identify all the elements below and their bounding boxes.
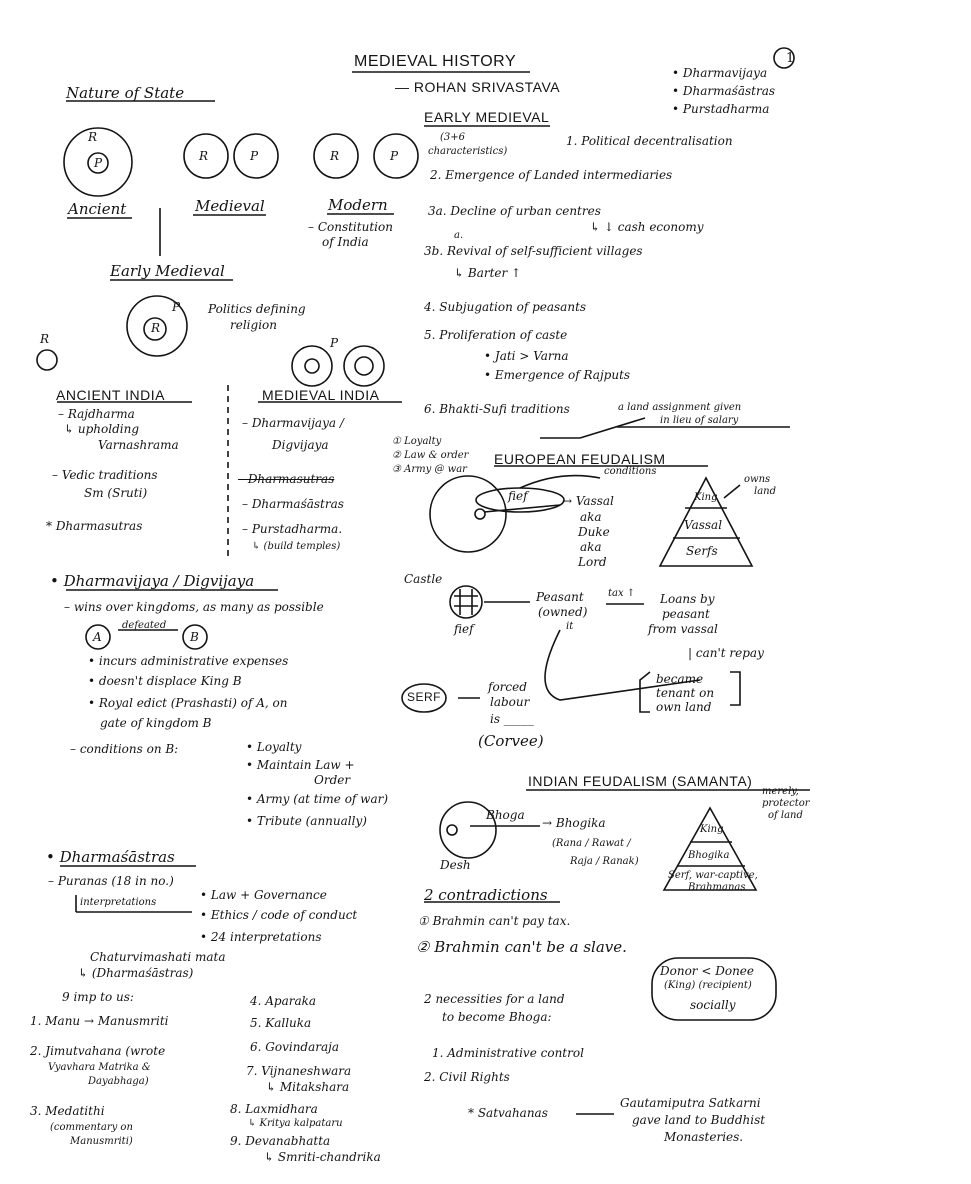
list-item-struck: – Dharmasutras [238,472,335,486]
pyramid-label: King [694,492,718,503]
list-item: Dayabhaga) [88,1076,149,1087]
list-item: 2. Emergence of Landed intermediaries [430,168,673,182]
count-label: (3+6 [440,132,466,143]
list-item: 9. Devanabhatta [230,1134,331,1148]
list-item: ↳ (Dharmaśāstras) [78,966,194,980]
list-item: 2. Civil Rights [424,1070,510,1084]
list-item: ↳ ↓ cash economy [590,220,704,234]
list-item: • Maintain Law + [246,758,355,772]
list-item: 6. Bhakti-Sufi traditions [424,402,570,416]
list-item: ③ Army @ war [392,464,467,475]
medieval-india-heading: MEDIEVAL INDIA [262,387,380,403]
list-item: Manusmriti) [70,1136,133,1147]
list-item: • Law + Governance [200,888,327,902]
early-medieval-heading: EARLY MEDIEVAL [424,109,550,125]
serf-label: SERF [407,690,442,704]
label-p: P [94,156,103,170]
list-item: 7. Vijnaneshwara [246,1064,352,1078]
list-item: * Satvahanas [468,1106,548,1120]
pyramid-label: King [700,824,724,835]
author: — ROHAN SRIVASTAVA [395,79,561,95]
list-item: • Ethics / code of conduct [200,908,358,922]
note: owns [744,474,771,485]
list-item: ↳ Smriti-chandrika [264,1150,381,1164]
list-item: ↳ upholding [64,422,139,436]
list-item: – Dharmavijaya / [242,416,344,430]
fief-label: fief [508,489,528,503]
list-item: – Purstadharma. [242,522,343,536]
label-p: P [390,149,399,163]
label-ancient: Ancient [68,200,127,218]
list-item: – Vedic traditions [52,468,158,482]
bhogika-label: → Bhogika [542,816,606,830]
ancient-india-heading: ANCIENT INDIA [56,387,165,403]
nature-heading: Nature of State [66,84,185,102]
list-item: 8. Laxmidhara [230,1102,318,1116]
label-r: R [330,149,340,163]
list-item: • Jati > Varna [484,349,569,363]
vassal-label: → Vassal [562,494,614,508]
list-item: 5. Kalluka [250,1016,312,1030]
list-item: – conditions on B: [70,742,179,756]
dharmasastras-heading: • Dharmaśāstras [46,848,175,866]
note: in lieu of salary [660,415,739,426]
label-r: R [88,130,98,144]
note: | can't repay [688,646,764,660]
list-item: 4. Subjugation of peasants [424,300,587,314]
loans-label: peasant [662,607,710,621]
donor-note: (King) (recipient) [664,980,752,991]
label-p: P [330,336,339,350]
list-item: Vyavhara Matrika & [48,1062,151,1073]
list-item: – Puranas (18 in no.) [48,874,174,888]
forced-label: is _____ [490,712,534,726]
european-heading: EUROPEAN FEUDALISM [494,451,666,467]
list-item: Sm (Sruti) [84,486,148,500]
politics-note: religion [230,318,277,332]
list-item: ↳ Mitakshara [266,1080,350,1094]
loans-label: from vassal [648,622,718,636]
bhogika-label: (Rana / Rawat / [552,838,631,849]
list-item: • Tribute (annually) [246,814,367,828]
tenant-label: became [656,672,704,686]
label-modern: Modern [328,196,388,214]
list-item: • incurs administrative expenses [88,654,289,668]
vassal-label: Lord [578,555,607,569]
label-a: A [93,630,102,644]
vassal-label: aka [580,540,602,554]
vassal-label: Duke [578,525,610,539]
list-item: 1. Administrative control [432,1046,584,1060]
label-early-medieval: Early Medieval [110,262,225,280]
list-item: ↳ (build temples) [252,541,341,552]
list-item: – Rajdharma [58,407,135,421]
list-item: 2 necessities for a land [424,992,565,1006]
note: land [754,486,777,497]
list-item: 1. Manu → Manusmriti [30,1014,169,1028]
list-item: • 24 interpretations [200,930,322,944]
list-item: • Emergence of Rajputs [484,368,631,382]
donor-note: socially [690,998,736,1012]
desh-label: Desh [440,858,471,872]
forced-label: forced [488,680,527,694]
list-item: • Purstadharma [672,102,770,116]
label-r: R [199,149,209,163]
note: Gautamiputra Satkarni [620,1096,761,1110]
list-item: 1. Political decentralisation [566,134,733,148]
note: Monasteries. [664,1130,744,1144]
modern-note: of India [322,235,369,249]
list-item: Varnashrama [98,438,179,452]
tax-label: tax ↑ [608,588,636,599]
list-item: 4. Aparaka [250,994,317,1008]
note: protector [762,798,810,809]
pyramid-label: Serfs [686,544,718,558]
bhogika-label: Raja / Ranak) [570,856,639,867]
dharmavijaya-heading: • Dharmavijaya / Digvijaya [50,572,255,590]
list-item: Order [314,773,351,787]
label-r: R [151,321,161,335]
peasant-label: it [566,621,574,632]
note: of land [768,810,803,821]
pyramid-label: Bhogika [688,850,730,861]
label-p: P [172,300,181,314]
castle-label: Castle [404,572,443,586]
bhoga-label: Bhoga [486,808,525,822]
list-item: • Dharmavijaya [672,66,768,80]
list-item: 3a. Decline of urban centres [428,204,601,218]
list-item: defeated [122,620,167,631]
list-item: to become Bhoga: [442,1010,552,1024]
tenant-label: tenant on [656,686,715,700]
indian-heading: INDIAN FEUDALISM (SAMANTA) [528,773,753,789]
list-item: 9 imp to us: [62,990,134,1004]
corvee-label: (Corvee) [478,732,544,750]
pyramid-label: Brahmanas [688,882,746,893]
count-label: characteristics) [428,146,508,157]
label-medieval: Medieval [195,197,265,215]
contradictions-heading: 2 contradictions [424,886,548,904]
list-item: ↳ Barter ↑ [454,266,522,280]
tenant-label: own land [656,700,712,714]
list-item: interpretations [80,897,157,908]
list-item: ② Brahmin can't be a slave. [416,938,627,956]
note: merely, [762,786,799,797]
list-item: ① Brahmin can't pay tax. [418,914,571,928]
list-item: gate of kingdom B [100,716,212,730]
note: conditions [604,466,657,477]
page-title: MEDIEVAL HISTORY [354,53,517,70]
note: gave land to Buddhist [632,1113,766,1127]
label-r: R [40,332,50,346]
loans-label: Loans by [660,592,715,606]
list-item: 6. Govindaraja [250,1040,340,1054]
list-item: – wins over kingdoms, as many as possible [64,600,324,614]
list-item: – Dharmaśāstras [242,497,344,511]
pyramid-label: Serf, war-captive, [668,870,758,881]
modern-note: – Constitution [308,220,393,234]
forced-label: labour [490,695,530,709]
list-item: • Royal edict (Prashasti) of A, on [88,696,288,710]
list-item: (commentary on [50,1122,133,1133]
politics-note: Politics defining [208,302,306,316]
label-b: B [190,630,199,644]
page-number: 1 [786,51,795,66]
list-item: • doesn't displace King B [88,674,242,688]
list-item: Digvijaya [272,438,329,452]
label-p: P [250,149,259,163]
list-item: ① Loyalty [392,436,442,447]
note: a land assignment given [618,402,742,413]
list-item: • Loyalty [246,740,302,754]
list-item: 3. Medatithi [30,1104,105,1118]
list-item: ② Law & order [392,450,469,461]
list-item: 3b. Revival of self-sufficient villages [424,244,643,258]
list-item: Chaturvimashati mata [90,950,226,964]
pyramid-label: Vassal [684,518,723,532]
donor-note: Donor < Donee [660,964,754,978]
fief-label: fief [454,622,474,636]
peasant-label: Peasant [536,590,584,604]
list-item: * Dharmasutras [46,519,143,533]
list-item: ↳ Kritya kalpataru [248,1118,343,1129]
list-item: • Dharmaśāstras [672,84,776,98]
list-item: a. [454,230,464,241]
list-item: 5. Proliferation of caste [424,328,568,342]
vassal-label: aka [580,510,602,524]
peasant-label: (owned) [538,605,588,619]
list-item: • Army (at time of war) [246,792,389,806]
list-item: 2. Jimutvahana (wrote [30,1044,166,1058]
